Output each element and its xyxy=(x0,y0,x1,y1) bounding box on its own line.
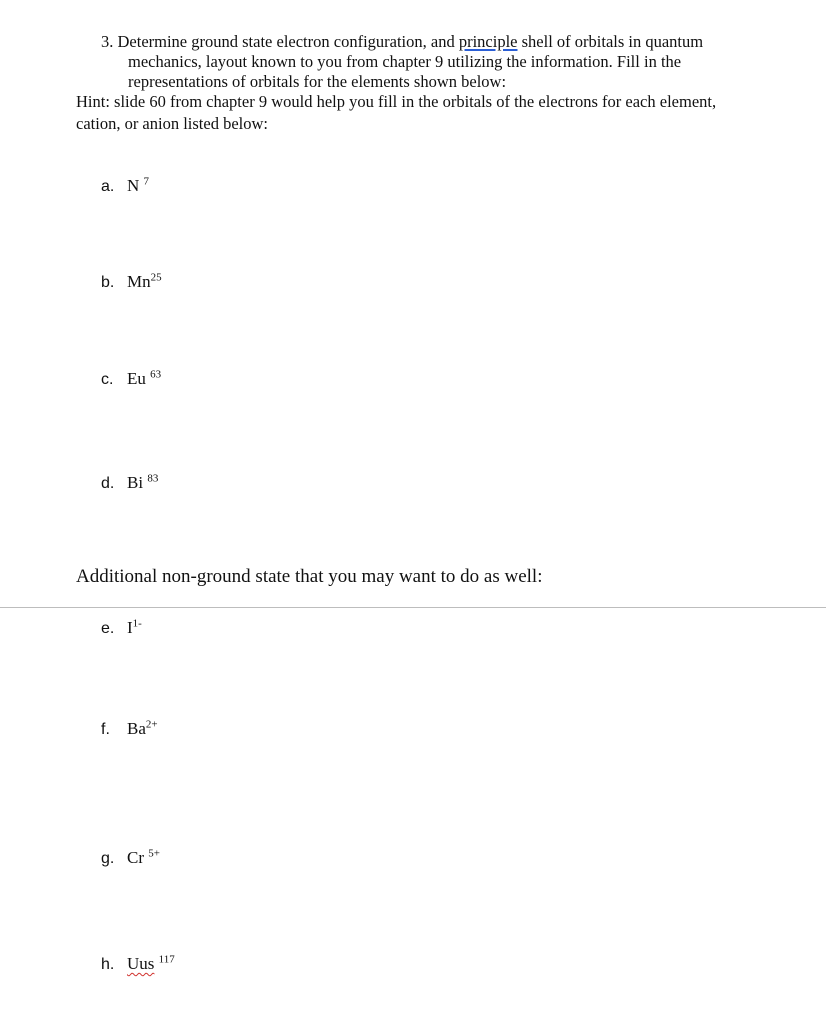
item-g xyxy=(101,848,160,868)
element-superscript: 5+ xyxy=(148,847,160,860)
element-superscript: 7 xyxy=(143,175,150,188)
item-letter: f. xyxy=(101,721,110,738)
element-superscript: 83 xyxy=(147,472,159,485)
question-text-1a: Determine ground state electron configuration, and xyxy=(117,32,459,51)
element-superscript: 25 xyxy=(150,271,162,284)
question-number: 3. xyxy=(101,32,114,51)
element-superscript: 117 xyxy=(158,953,175,966)
element-symbol: Mn xyxy=(127,272,151,291)
question-text-1b: shell of orbitals in quantum xyxy=(517,32,704,51)
item-letter: b. xyxy=(101,274,115,291)
item-b xyxy=(101,272,162,292)
item-letter: e. xyxy=(101,620,115,637)
spellcheck-marked-word[interactable]: principle xyxy=(458,32,518,51)
item-letter: h. xyxy=(101,956,115,973)
hint-line-2: cation, or anion listed below: xyxy=(76,114,268,133)
question-line-1 xyxy=(101,32,703,52)
element-symbol: Eu xyxy=(127,369,146,388)
hint-line-1: Hint: slide 60 from chapter 9 would help you fill in the orbitals of the electrons for each element, xyxy=(76,92,717,111)
page-divider xyxy=(0,607,826,608)
element-symbol: Ba xyxy=(127,719,146,738)
spellcheck-marked-symbol[interactable]: Uus xyxy=(127,954,155,973)
element-symbol: N xyxy=(127,176,140,195)
item-c xyxy=(101,369,161,389)
element-superscript: 1- xyxy=(132,617,142,630)
item-d xyxy=(101,473,158,493)
item-letter: a. xyxy=(101,178,115,195)
element-symbol: I xyxy=(127,618,133,637)
item-letter: g. xyxy=(101,850,115,867)
item-letter: c. xyxy=(101,371,114,388)
additional-heading: Additional non-ground state that you may want to do as well: xyxy=(76,566,543,587)
element-superscript: 63 xyxy=(150,368,162,381)
question-line-3: representations of orbitals for the elements shown below: xyxy=(128,72,507,91)
item-f xyxy=(101,719,158,739)
item-letter: d. xyxy=(101,475,115,492)
question-line-2: mechanics, layout known to you from chapter 9 utilizing the information. Fill in the xyxy=(128,52,682,71)
element-symbol: Cr xyxy=(127,848,144,867)
element-symbol: Bi xyxy=(127,473,144,492)
item-e xyxy=(101,618,142,638)
item-h xyxy=(101,954,175,974)
item-a xyxy=(101,176,149,196)
element-superscript: 2+ xyxy=(145,718,158,731)
